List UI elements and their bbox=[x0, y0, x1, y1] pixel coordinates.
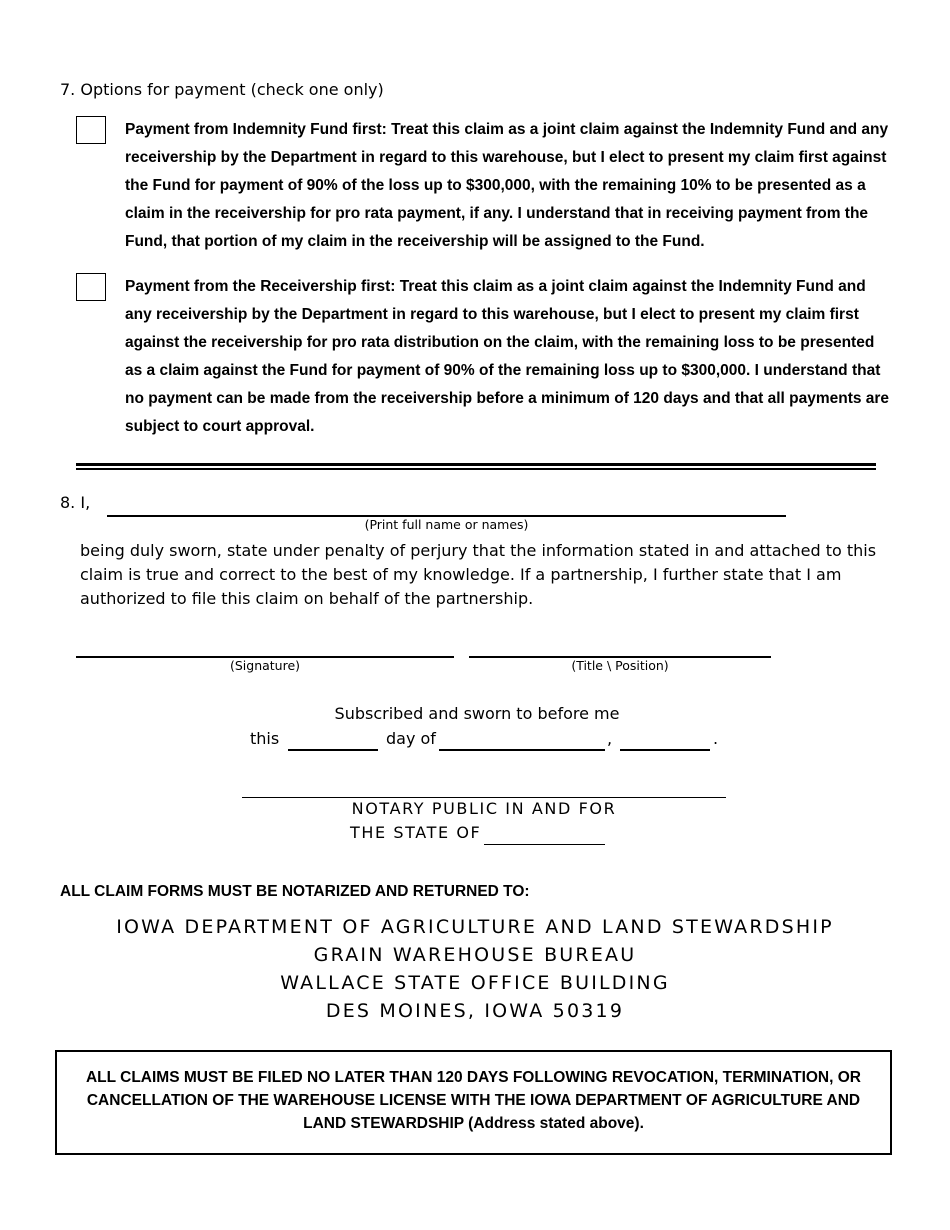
day-of-label: day of bbox=[386, 729, 436, 748]
date-period: . bbox=[713, 729, 719, 748]
month-field[interactable] bbox=[439, 749, 605, 751]
indemnity-fund-first-checkbox[interactable] bbox=[76, 116, 106, 144]
address-line-4: DES MOINES, IOWA 50319 bbox=[325, 1000, 625, 1022]
address-line-2: GRAIN WAREHOUSE BUREAU bbox=[313, 944, 637, 966]
oath-statement: being duly sworn, state under penalty of perjury that the information stated in and attached to this claim is true and correct to the best of my knowledge. If a partnership, I further state that I am authorized to file this claim on behalf of the partnership. bbox=[80, 541, 877, 608]
section-divider-thin bbox=[76, 468, 876, 470]
address-line-3: WALLACE STATE OFFICE BUILDING bbox=[280, 972, 670, 994]
date-comma: , bbox=[607, 729, 613, 748]
this-label: this bbox=[250, 729, 280, 748]
filing-deadline-notice: ALL CLAIMS MUST BE FILED NO LATER THAN 120 DAYS FOLLOWING REVOCATION, TERMINATION, OR CANCELLATION OF THE WAREHOUSE LICENSE WITH THE IOWA DEPARTMENT OF AGRICULTURE AND LAND STEWARDSHIP (Address stated above). bbox=[85, 1069, 861, 1132]
full-name-caption: (Print full name or names) bbox=[364, 517, 529, 532]
payment-options-heading: 7. Options for payment (check one only) bbox=[60, 80, 384, 99]
receivership-first-checkbox[interactable] bbox=[76, 273, 106, 301]
affirmation-label: 8. I, bbox=[60, 493, 91, 512]
notary-public-label: NOTARY PUBLIC IN AND FOR bbox=[351, 799, 617, 818]
notary-state-field[interactable] bbox=[484, 844, 605, 845]
address-line-1: IOWA DEPARTMENT OF AGRICULTURE AND LAND STEWARDSHIP bbox=[116, 916, 834, 938]
title-position-caption: (Title \ Position) bbox=[571, 658, 669, 673]
notary-state-label: THE STATE OF bbox=[350, 823, 482, 842]
return-instructions-heading: ALL CLAIM FORMS MUST BE NOTARIZED AND RETURNED TO: bbox=[60, 883, 530, 900]
notary-signature-field[interactable] bbox=[242, 797, 726, 798]
section-divider-thick bbox=[76, 463, 876, 466]
sworn-statement: Subscribed and sworn to before me bbox=[334, 704, 620, 723]
signature-caption: (Signature) bbox=[229, 658, 301, 673]
indemnity-fund-first-label: Payment from Indemnity Fund first: Treat this claim as a joint claim against the Indemnity Fund and any receivership by the Department in regard to this warehouse, but I elect to present my claim first against the Fund for payment of 90% of the loss up to $300,000, with the remaining 10% to be presented as a claim in the receivership for pro rata payment, if any. I understand that in receiving payment from the Fund, that portion of my claim in the receivership will be assigned to the Fund. bbox=[125, 121, 889, 250]
receivership-first-label: Payment from the Receivership first: Treat this claim as a joint claim against the Indemnity Fund and any receivership by the Department in regard to this warehouse, but I elect to present my claim first against the receivership for pro rata distribution on the claim, with the remaining loss to be presented as a claim against the Fund for payment of 90% of the remaining loss up to $300,000. I understand that no payment can be made from the receivership before a minimum of 120 days and that all payments are subject to court approval. bbox=[125, 278, 890, 435]
year-field[interactable] bbox=[620, 749, 710, 751]
day-field[interactable] bbox=[288, 749, 378, 751]
